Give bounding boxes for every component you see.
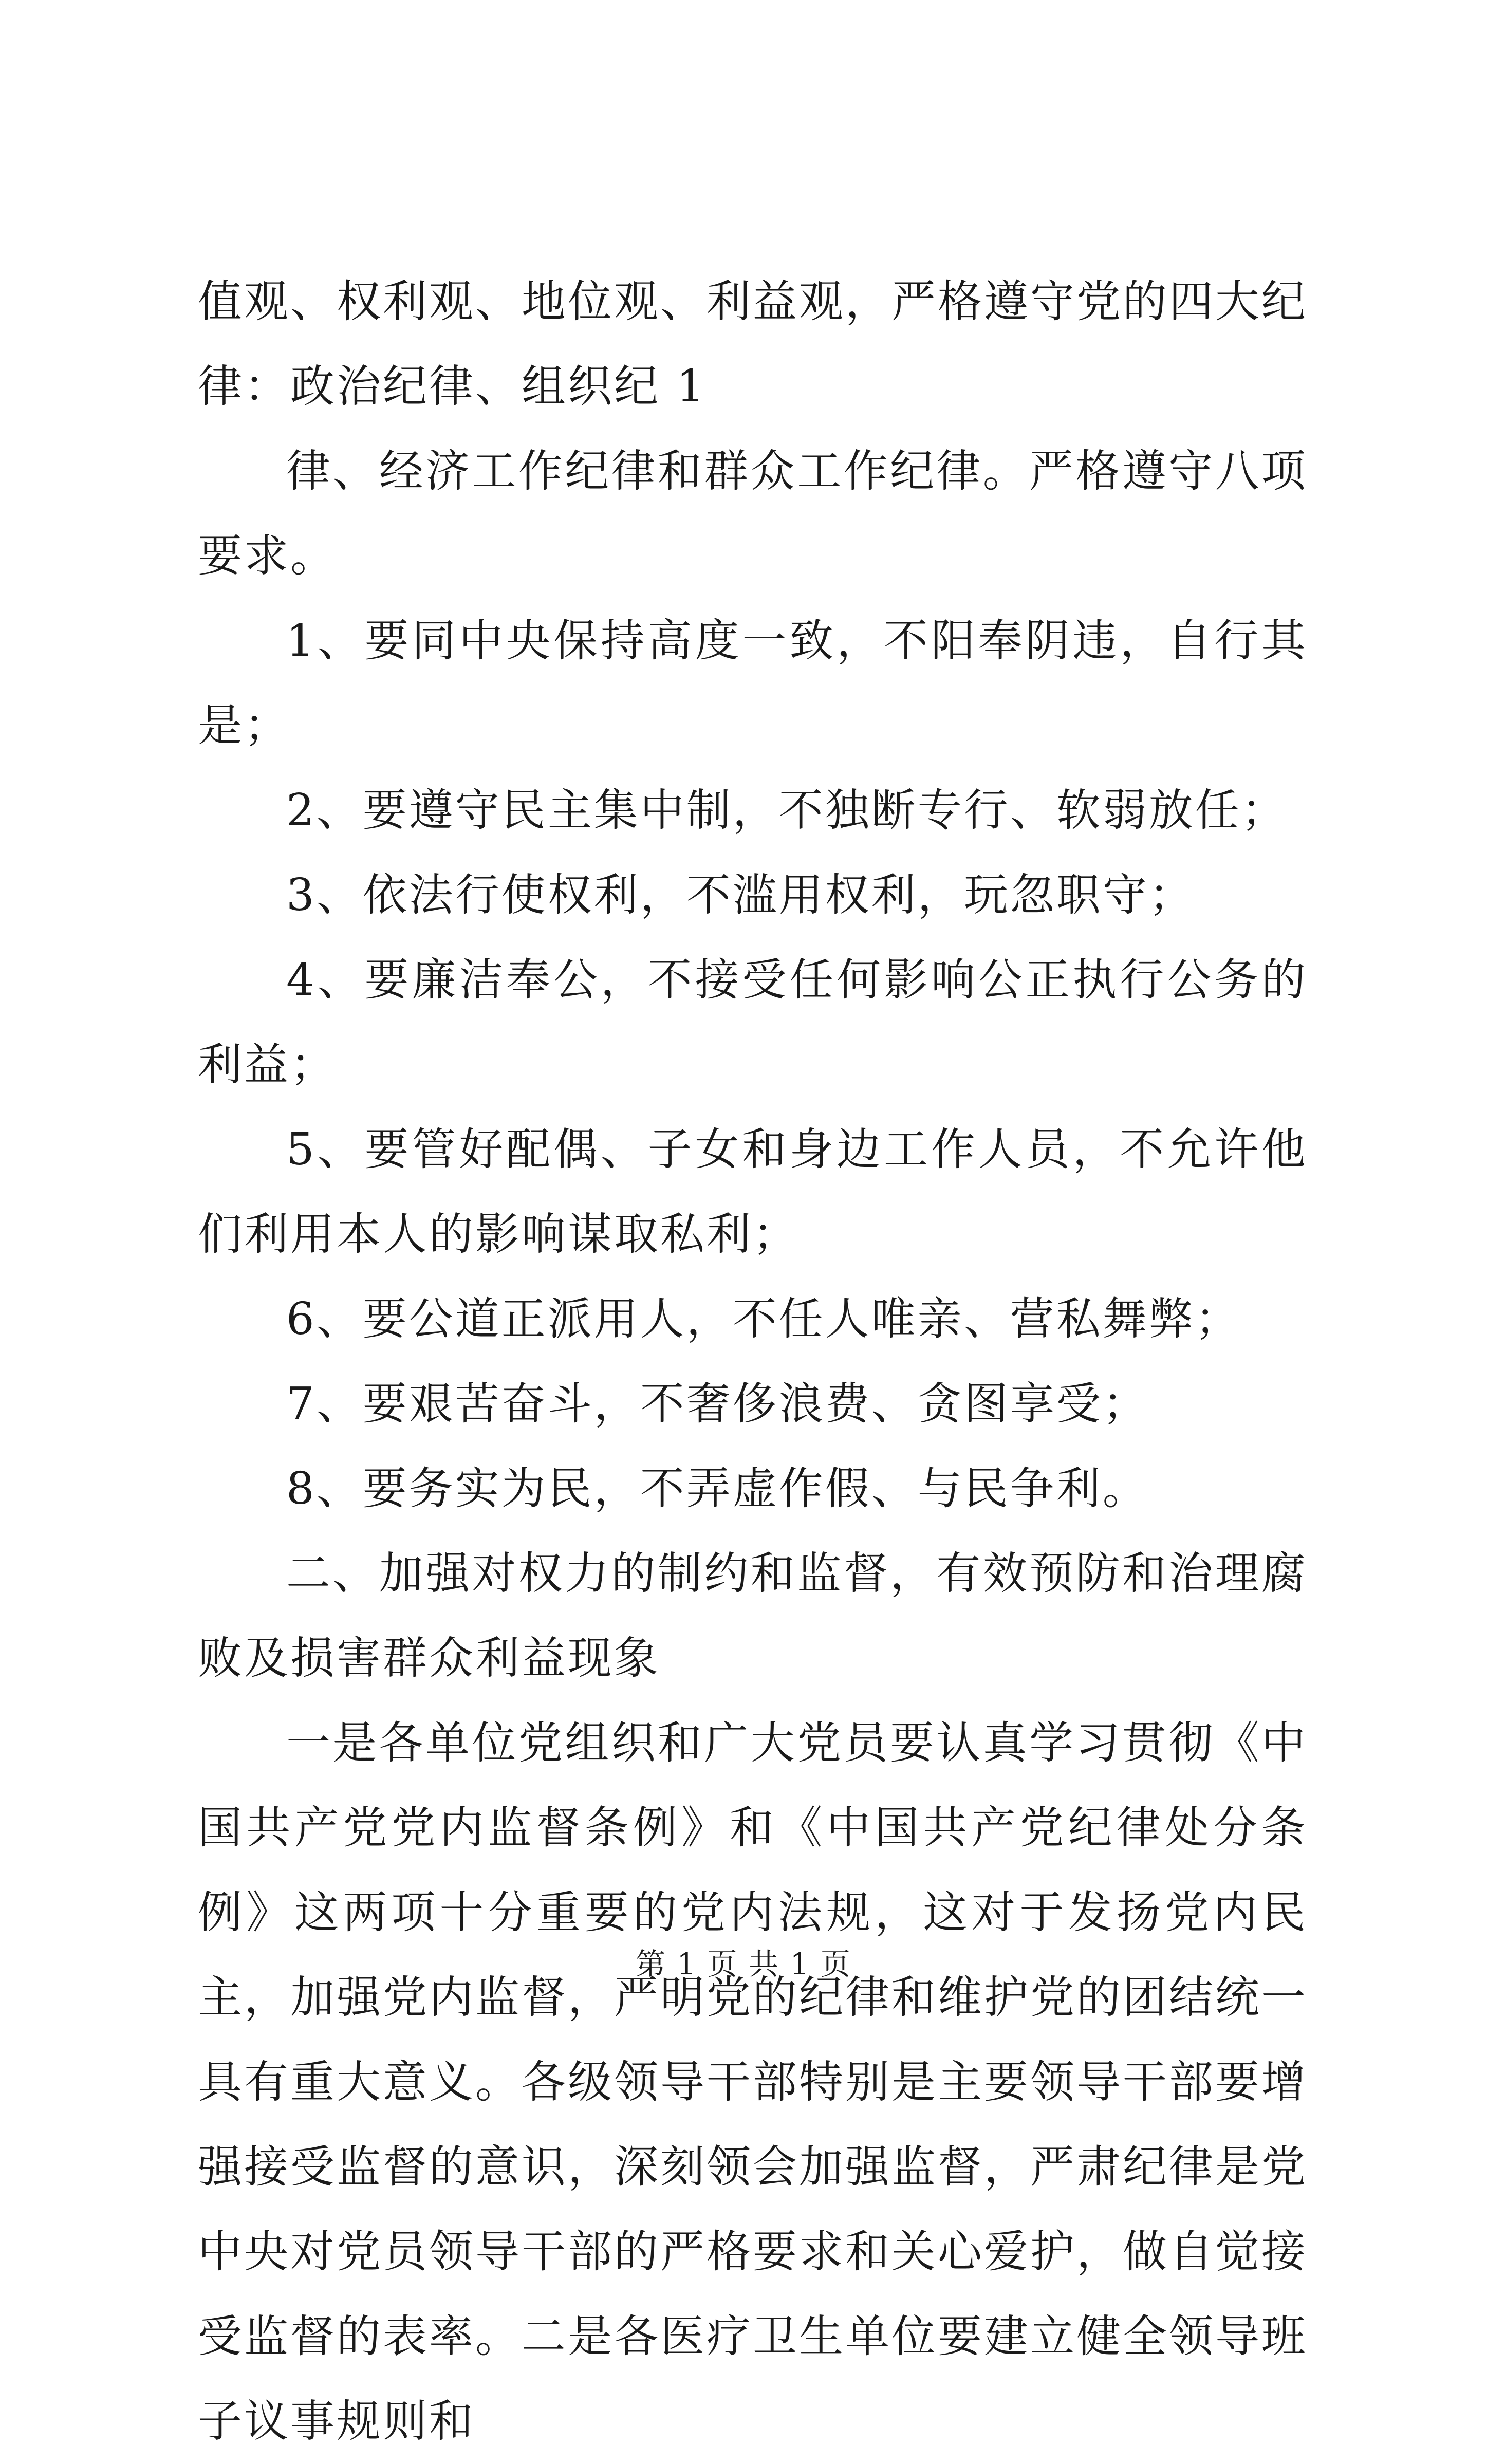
document-body xyxy=(198,260,1308,2464)
requirement-item-8: 8、要务实为民，不弄虚作假、与民争利。 xyxy=(286,1463,1149,1514)
paragraph-discipline: 律、经济工作纪律和群众工作纪律。严格遵守八项要求。 xyxy=(198,446,1308,582)
requirement-item-6: 6、要公道正派用人，不任人唯亲、营私舞弊； xyxy=(286,1293,1241,1345)
requirement-item-1: 1、要同中央保持高度一致，不阳奉阴违，自行其是； xyxy=(198,615,1308,751)
requirement-item-4: 4、要廉洁奉公，不接受任何影响公正执行公务的利益； xyxy=(198,954,1308,1090)
requirement-item-3: 3、依法行使权利，不滥用权利，玩忽职守； xyxy=(286,869,1195,921)
section-heading-2: 二、加强对权力的制约和监督，有效预防和治理腐败及损害群众利益现象 xyxy=(198,1548,1308,1684)
requirement-item-2: 2、要遵守民主集中制，不独断专行、软弱放任； xyxy=(286,785,1288,836)
paragraph-continuation: 值观、权利观、地位观、利益观，严格遵守党的四大纪律：政治纪律、组织纪 1 xyxy=(198,276,1308,412)
paragraph-supervision: 一是各单位党组织和广大党员要认真学习贯彻《中国共产党党内监督条例》和《中国共产党纪律处分条例》这两项十分重要的党内法规，这对于发扬党内民主，加强党内监督，严明党的纪律和维护党的团结统一具有重大意义。各级领导干部特别是主要领导干部要增强接受监督的意识，深刻领会加强监督，严肃纪律是党中央对党员领导干部的严格要求和关心爱护，做自觉接受监督的表率。二是各医疗卫生单位要建立健全领导班子议事规则和 xyxy=(198,1717,1308,2447)
requirement-item-5: 5、要管好配偶、子女和身边工作人员，不允许他们利用本人的影响谋取私利； xyxy=(198,1124,1308,1260)
page-footer: 第 1 页 共 1 页 xyxy=(636,1947,851,1981)
requirement-item-7: 7、要艰苦奋斗，不奢侈浪费、贪图享受； xyxy=(286,1378,1149,1430)
